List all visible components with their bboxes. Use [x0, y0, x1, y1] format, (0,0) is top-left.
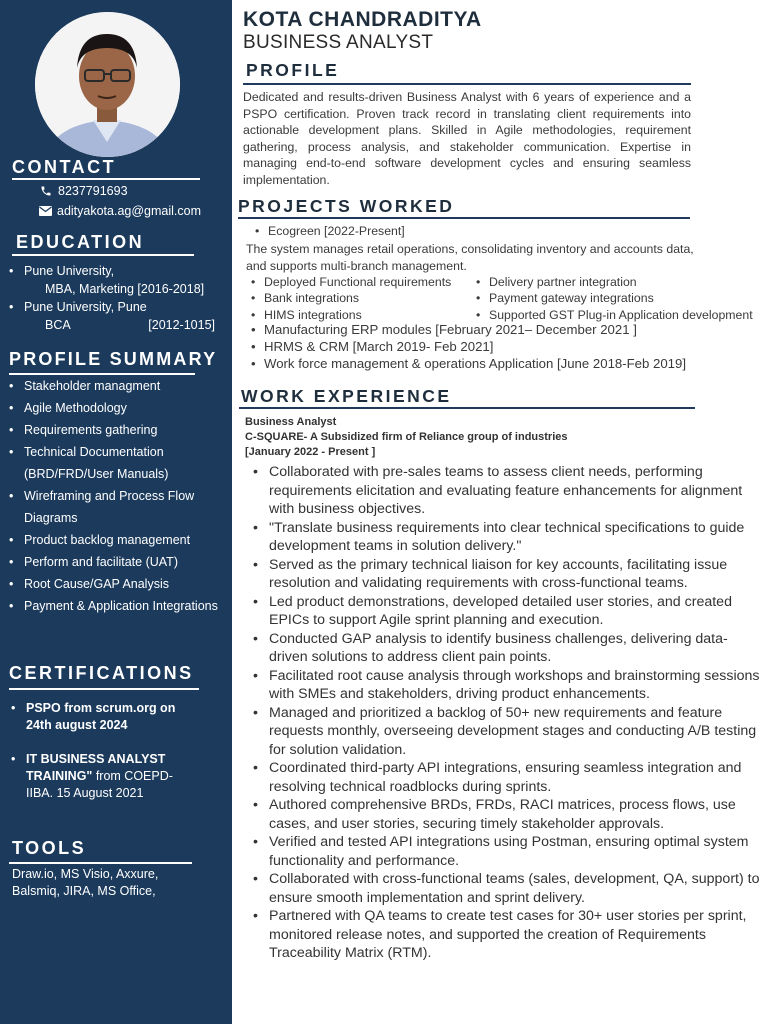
certifications-heading: CERTIFICATIONS [9, 663, 194, 683]
list-item: • Product backlog management [0, 529, 232, 551]
project-feature: • Bank integrations [264, 291, 359, 305]
certification-item: • PSPO from scrum.org on 24th august 2024 [11, 701, 176, 732]
candidate-role: BUSINESS ANALYST [243, 32, 434, 53]
list-item: • Collaborated with cross-functional teams (sales, development, QA, support) to ensure smooth implementation and sprint delivery. [269, 870, 764, 907]
list-item: • Payment & Application Integrations [0, 595, 232, 617]
project-description: The system manages retail operations, consolidating inventory and accounts data, and supports multi-branch management. [246, 242, 694, 273]
profile-rule [243, 83, 691, 85]
list-item: • Root Cause/GAP Analysis [0, 573, 232, 595]
education-item: • Pune University, MBA, Marketing [2016-2018] [9, 264, 205, 296]
project-feature: • Deployed Functional requirements [264, 275, 451, 289]
envelope-icon [39, 206, 52, 216]
project-item: • Ecogreen [2022-Present] [268, 224, 405, 238]
work-bullets [269, 463, 764, 963]
certifications-rule [9, 688, 199, 690]
profile-text: Dedicated and results-driven Business Analyst with 6 years of experience and a PSPO certification. Proven track record in translating client requirements into actionable development plans. Skilled in Agile methodologies, requirement gathering, process analysis, and stakeholder communication. Expertise in managing end-to-end software development cycles and ensuring seamless implementation. [243, 90, 691, 187]
tools-heading: TOOLS [12, 838, 87, 858]
list-item: • Verified and tested API integrations using Postman, ensuring optimal system functionality and performance. [269, 833, 764, 870]
profile-summary-list [0, 375, 232, 617]
work-experience-rule [239, 407, 695, 409]
company-name: C-SQUARE- A Subsidized firm of Reliance group of industries [245, 431, 568, 443]
list-item: • Led product demonstrations, developed detailed user stories, and created EPICs to support Agile sprint planning and execution. [269, 593, 764, 630]
job-title: Business Analyst [245, 416, 337, 428]
list-item: • Conducted GAP analysis to identify business challenges, delivering data-driven solutions to address client pain points. [269, 630, 764, 667]
list-item: • Stakeholder managment [0, 375, 232, 397]
list-item: • Authored comprehensive BRDs, FRDs, RACI matrices, process flows, use cases, and user stories, securing timely stakeholder approvals. [269, 796, 764, 833]
work-experience-heading: WORK EXPERIENCE [241, 386, 452, 406]
project-feature: • Payment gateway integrations [489, 291, 654, 305]
job-period: [January 2022 - Present ] [245, 446, 376, 458]
projects-heading: PROJECTS WORKED [238, 196, 455, 216]
list-item: • Managed and prioritized a backlog of 50+ new requirements and feature requests monthly, overseeing development stages and conducting A/B testing for solution validation. [269, 704, 764, 760]
sidebar [0, 0, 232, 1024]
list-item: • Technical Documentation (BRD/FRD/User Manuals) [0, 441, 232, 485]
profile-photo [35, 12, 180, 157]
certifications-list [0, 700, 232, 802]
project-feature: • Delivery partner integration [489, 275, 637, 289]
list-item: • Facilitated root cause analysis through workshops and brainstorming sessions with SMEs and stakeholders, driving product enhancements. [269, 667, 764, 704]
email-address: adityakota.ag@gmail.com [57, 204, 202, 218]
project-feature: • HIMS integrations [264, 308, 362, 322]
project-item: • Manufacturing ERP modules [February 2021– December 2021 ] [264, 322, 637, 337]
projects-rule [238, 217, 690, 219]
education-heading: EDUCATION [16, 232, 145, 252]
contact-phone[interactable] [40, 182, 128, 200]
list-item: • Wireframing and Process Flow Diagrams [0, 485, 232, 529]
project-feature: • Supported GST Plug-in Application development [489, 308, 753, 322]
phone-number: 8237791693 [58, 184, 128, 198]
list-item: • "Translate business requirements into clear technical specifications to guide development teams in solution delivery." [269, 519, 764, 556]
contact-email[interactable] [39, 202, 201, 220]
tools-text: Draw.io, MS Visio, Axxure, Balsmiq, JIRA, MS Office, [12, 867, 159, 898]
profile-summary-heading: PROFILE SUMMARY [9, 349, 218, 369]
project-item: • Work force management & operations Application [June 2018-Feb 2019] [264, 356, 686, 371]
contact-heading: CONTACT [12, 157, 117, 177]
list-item: • Agile Methodology [0, 397, 232, 419]
list-item: • Perform and facilitate (UAT) [0, 551, 232, 573]
certification-item: • IT BUSINESS ANALYST TRAINING" from COEPD-IIBA. 15 August 2021 [11, 752, 173, 800]
profile-heading: PROFILE [246, 60, 340, 80]
list-item: • Served as the primary technical liaison for key accounts, facilitating issue resolution and validating requirements with cross-functional teams. [269, 556, 764, 593]
education-item: • Pune University, Pune BCA [2012-1015] [9, 300, 215, 332]
list-item: • Requirements gathering [0, 419, 232, 441]
education-rule [12, 254, 194, 256]
list-item: • Coordinated third-party API integrations, ensuring seamless integration and resolving technical roadblocks during sprints. [269, 759, 764, 796]
candidate-name: KOTA CHANDRADITYA [243, 8, 482, 31]
list-item: • Partnered with QA teams to create test cases for 30+ user stories per sprint, monitored release notes, and supported the creation of Requirements Traceability Matrix (RTM). [269, 907, 764, 963]
education-list [0, 262, 232, 334]
project-item: • HRMS & CRM [March 2019- Feb 2021] [264, 339, 493, 354]
phone-icon [40, 185, 52, 197]
tools-rule [9, 862, 192, 864]
list-item: • Collaborated with pre-sales teams to assess client needs, performing requirements elicitation and evaluating feature enhancements for alignment with business objectives. [269, 463, 764, 519]
